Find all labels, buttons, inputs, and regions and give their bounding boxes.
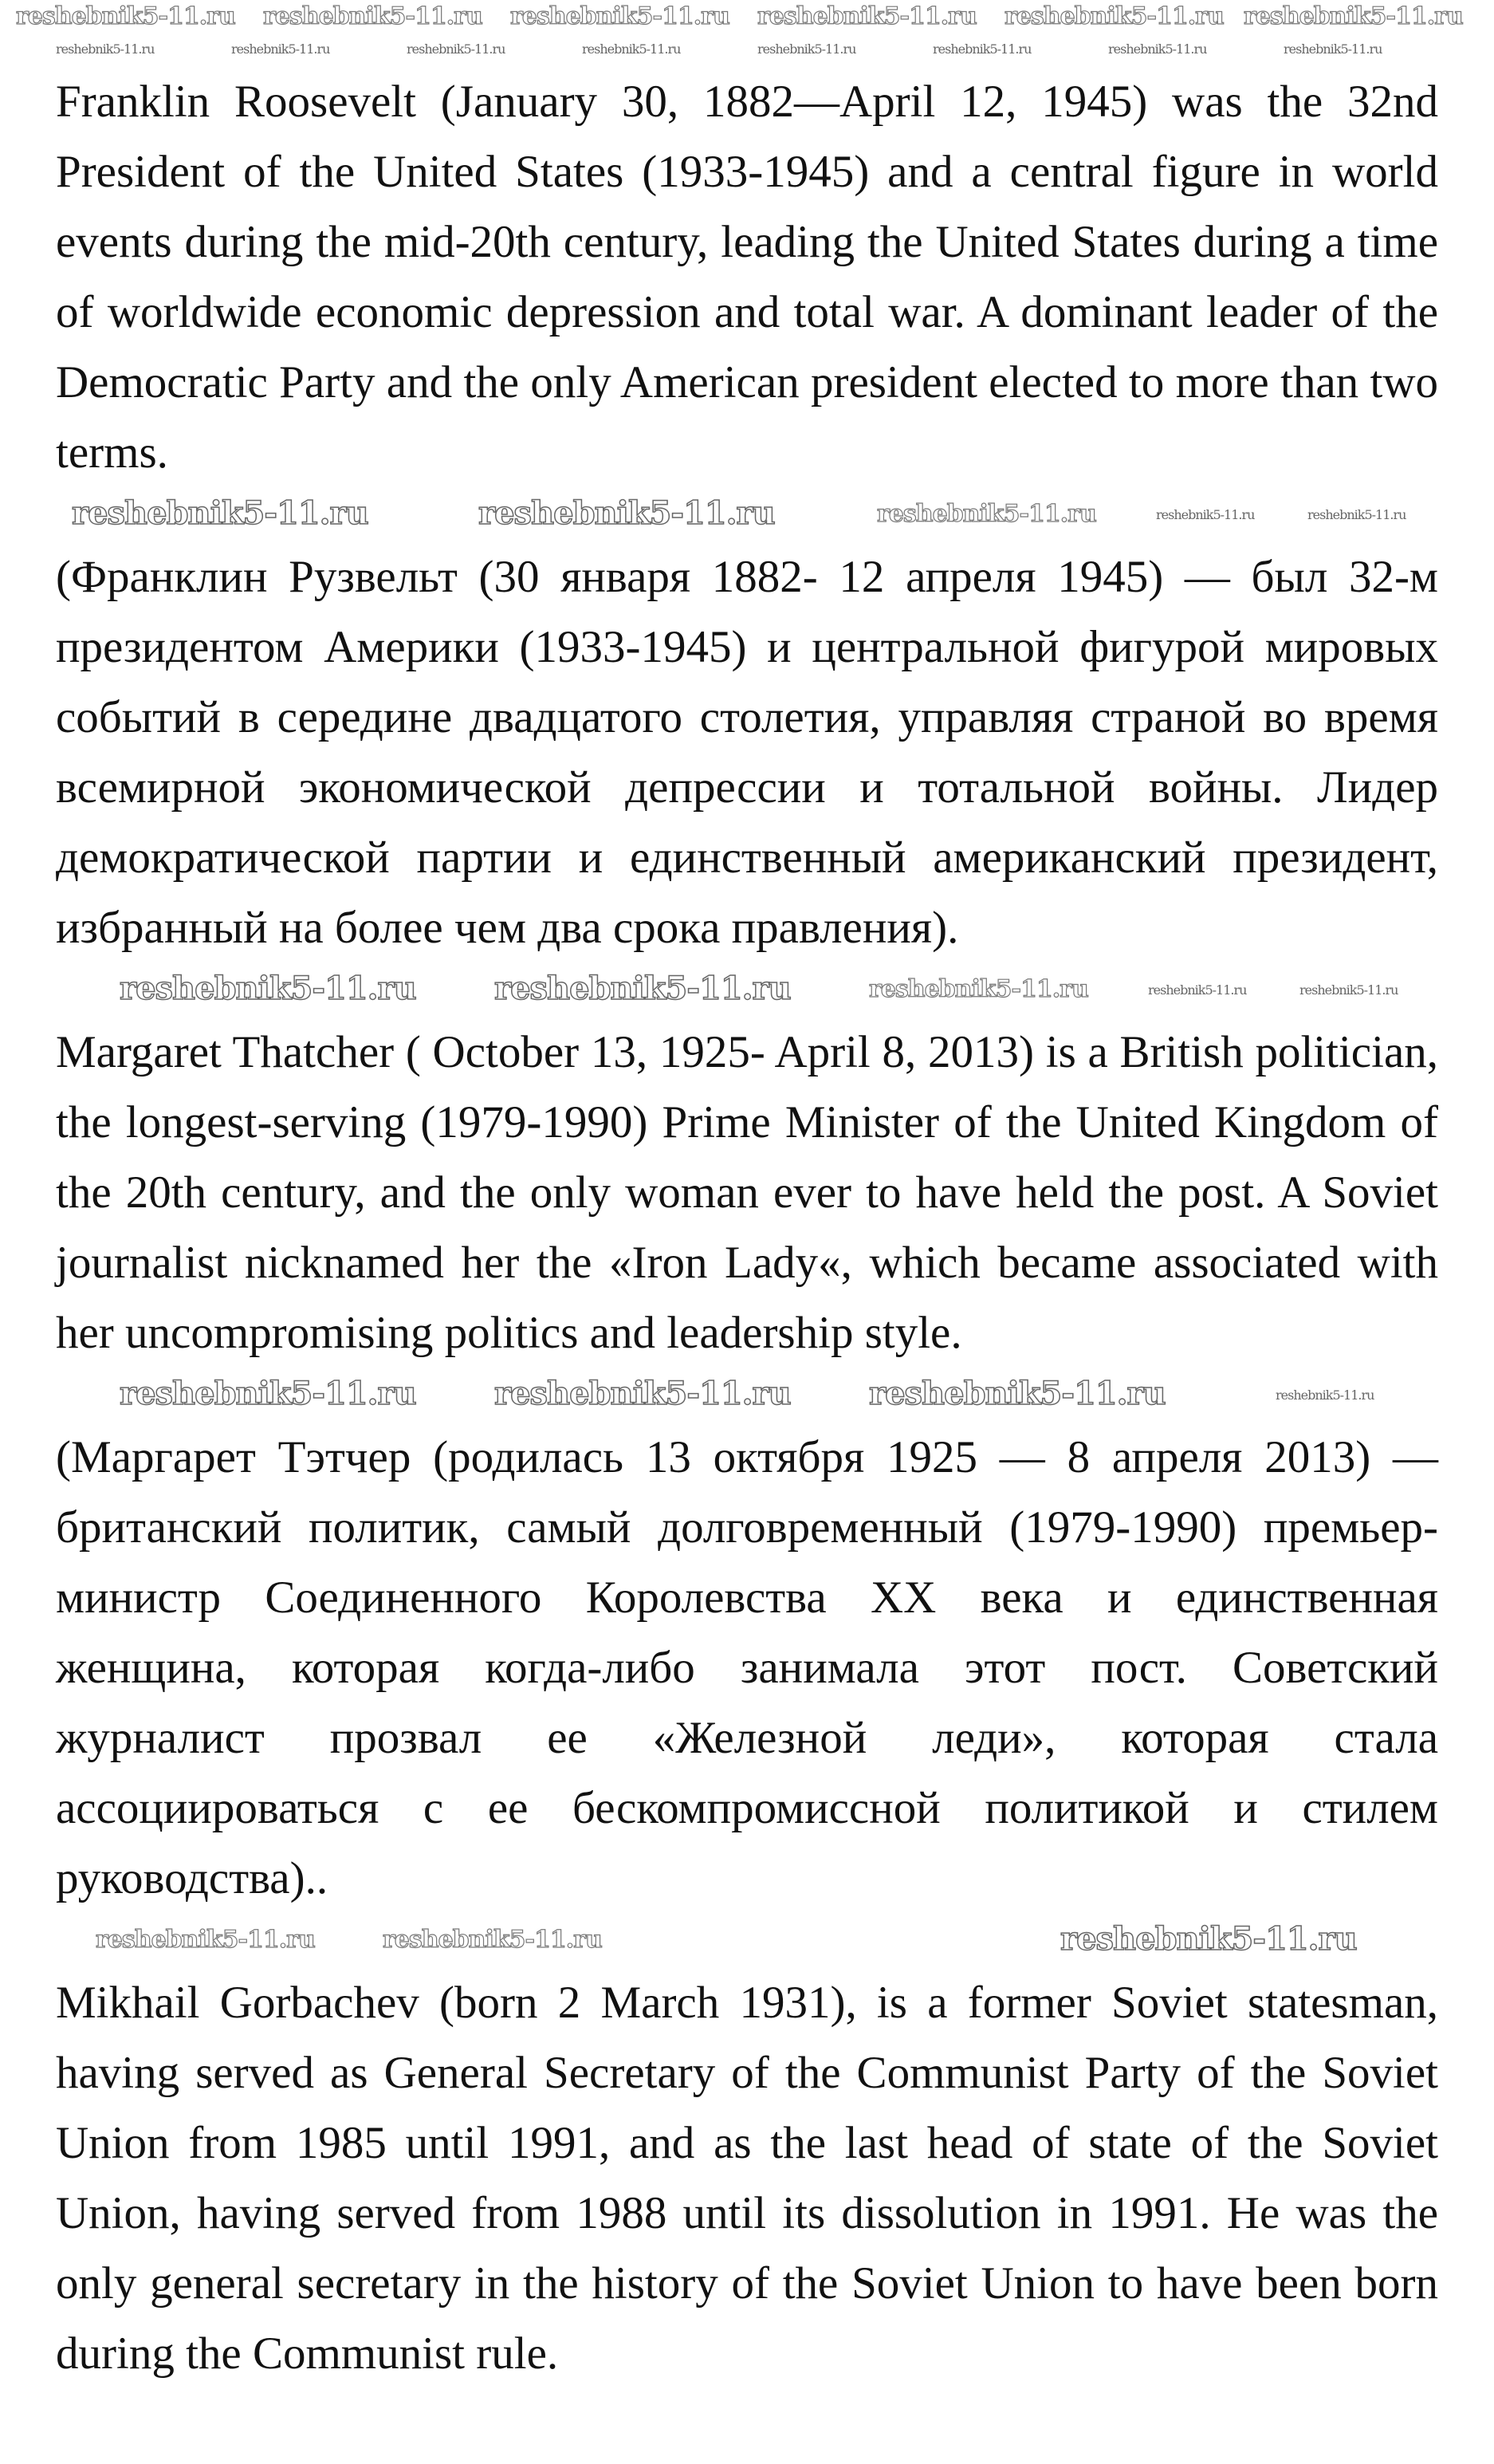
watermark: reshebnik5-11.ru: [1060, 1920, 1357, 1958]
watermark-band: [0, 0, 1494, 67]
watermark: reshebnik5-11.ru: [757, 41, 856, 57]
watermark: reshebnik5-11.ru: [877, 500, 1096, 528]
watermark: reshebnik5-11.ru: [1156, 507, 1255, 522]
watermark: reshebnik5-11.ru: [1284, 41, 1382, 57]
watermark: reshebnik5-11.ru: [1276, 1387, 1374, 1403]
watermark: reshebnik5-11.ru: [407, 41, 505, 57]
watermark: reshebnik5-11.ru: [120, 1375, 416, 1412]
watermark: reshebnik5-11.ru: [1244, 2, 1463, 30]
watermark-band: [0, 1368, 1494, 1423]
watermark: reshebnik5-11.ru: [494, 1375, 791, 1412]
watermark-band: [0, 488, 1494, 542]
paragraph-thatcher-en: Margaret Thatcher ( October 13, 1925- April 8, 2013) is a British politician, the longest-serving (1979-1990) Prime Minister of the United Kingdom of the 20th century, and the only woman ever to have held the post. A Soviet journalist nicknamed her the «Iron Lady«, which became associated with her uncompromising politics and leadership style.: [56, 1027, 1438, 1358]
watermark: reshebnik5-11.ru: [96, 1926, 315, 1954]
watermark: reshebnik5-11.ru: [869, 1375, 1166, 1412]
watermark: reshebnik5-11.ru: [1005, 2, 1224, 30]
watermark: reshebnik5-11.ru: [494, 970, 791, 1007]
watermark: reshebnik5-11.ru: [510, 2, 729, 30]
paragraph-thatcher-ru: (Маргарет Тэтчер (родилась 13 октября 1925 — 8 апреля 2013) — британский политик, самый долговременный (1979-1990) премьер-министр Соединенного Королевства XX века и единственная женщина, которая когда-либо занимала этот пост. Советский журналист прозвал ее «Железной леди», которая стала ассоциироваться с ее бескомпромиссной политикой и стилем руководства)..: [56, 1432, 1438, 1903]
watermark: reshebnik5-11.ru: [120, 970, 416, 1007]
watermark: reshebnik5-11.ru: [263, 2, 482, 30]
watermark-band: [0, 963, 1494, 1017]
paragraph-roosevelt-ru: (Франклин Рузвельт (30 января 1882- 12 апреля 1945) — был 32-м президентом Америки (1933-1945) и центральной фигурой мировых событий в середине двадцатого столетия, управляя страной во время всемирной экономической депрессии и тотальной войны. Лидер демократической партии и единственный американский президент, избранный на более чем два срока правления).: [56, 552, 1438, 953]
watermark: reshebnik5-11.ru: [582, 41, 681, 57]
watermark: reshebnik5-11.ru: [478, 494, 775, 532]
watermark: reshebnik5-11.ru: [231, 41, 330, 57]
watermark: reshebnik5-11.ru: [933, 41, 1032, 57]
watermark: reshebnik5-11.ru: [1299, 982, 1398, 998]
watermark: reshebnik5-11.ru: [1148, 982, 1247, 998]
watermark: reshebnik5-11.ru: [869, 975, 1088, 1003]
paragraph-roosevelt-en: Franklin Roosevelt (January 30, 1882—April 12, 1945) was the 32nd President of the United States (1933-1945) and a central figure in world events during the mid-20th century, leading the United States during a time of worldwide economic depression and total war. A dominant leader of the Democratic Party and the only American president elected to more than two terms.: [56, 77, 1438, 478]
paragraph-gorbachev-en: Mikhail Gorbachev (born 2 March 1931), is a former Soviet statesman, having served as General Secretary of the Communist Party of the Soviet Union from 1985 until 1991, and as the last head of state of the Soviet Union, having served from 1988 until its dissolution in 1991. He was the only general secretary in the history of the Soviet Union to have been born during the Communist rule.: [56, 1978, 1438, 2379]
watermark: reshebnik5-11.ru: [757, 2, 977, 30]
watermark-band: [0, 1914, 1494, 1968]
watermark: reshebnik5-11.ru: [56, 41, 155, 57]
watermark: reshebnik5-11.ru: [1108, 41, 1207, 57]
watermark: reshebnik5-11.ru: [16, 2, 235, 30]
watermark: reshebnik5-11.ru: [72, 494, 368, 532]
watermark: reshebnik5-11.ru: [1307, 507, 1406, 522]
watermark: reshebnik5-11.ru: [383, 1926, 602, 1954]
